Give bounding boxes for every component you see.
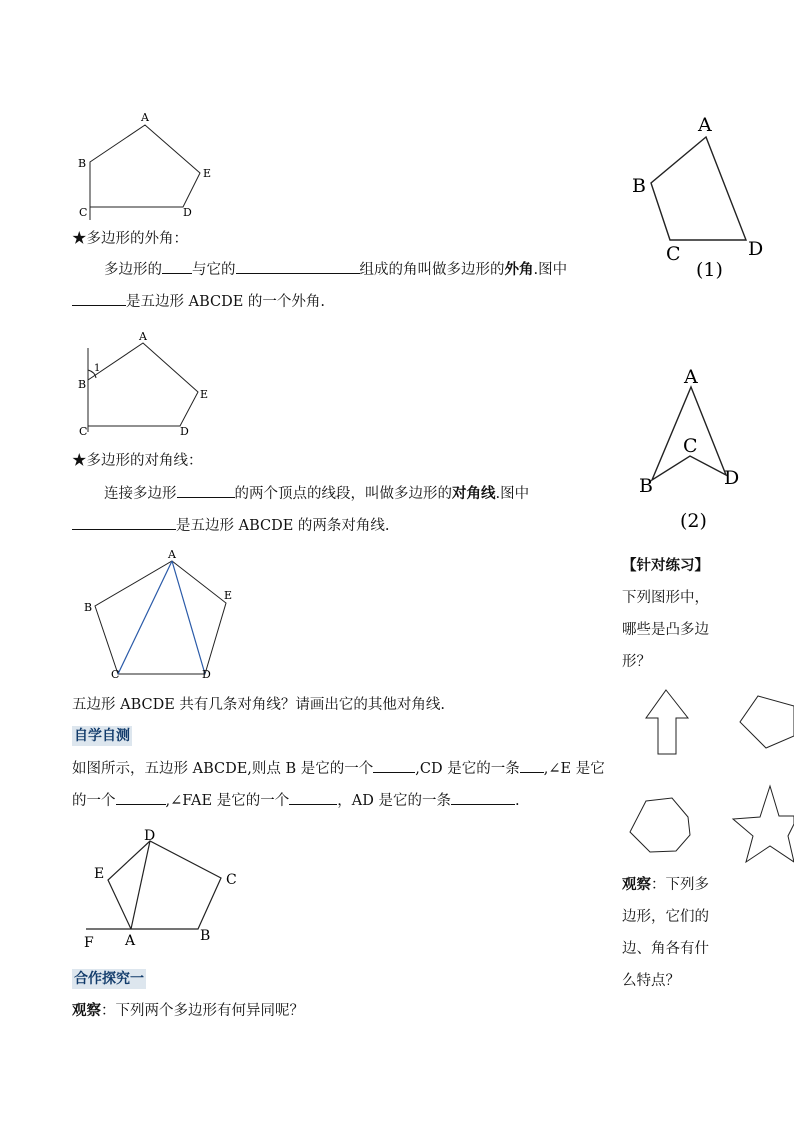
vertex-label-d: D — [183, 206, 192, 219]
pentagon-figure-4 — [78, 823, 258, 953]
vertex-label-c: C — [226, 872, 237, 888]
fill-blank[interactable] — [373, 758, 415, 773]
vertex-label-e: E — [200, 388, 209, 401]
vertex-label-a: A — [125, 933, 136, 949]
star-shape — [730, 784, 794, 866]
side-observation-line-1 — [622, 875, 709, 895]
vertex-label-d: D — [180, 425, 189, 438]
text-segment: 的一个 — [72, 793, 116, 809]
text-segment: 是五边形 ABCDE 的一个外角. — [126, 294, 326, 310]
diagonal-paragraph-line-2 — [72, 515, 390, 536]
diagonal-paragraph-line-1 — [104, 483, 529, 504]
fill-blank[interactable] — [451, 790, 515, 805]
vertex-label-e: E — [94, 866, 105, 882]
vertex-label-a: A — [684, 366, 698, 388]
vertex-label-b: B — [639, 475, 653, 497]
vertex-label-a: A — [698, 114, 712, 136]
vertex-label-a: A — [168, 548, 176, 561]
irregular-pentagon-shape — [736, 692, 794, 752]
coop-observation — [72, 1001, 304, 1021]
vertex-label-f: F — [84, 935, 94, 951]
self-test-tag: 自学自测 — [74, 728, 130, 744]
text-segment: 是五边形 ABCDE 的两条对角线. — [176, 518, 390, 534]
quadrilateral-figure-2 — [630, 360, 760, 535]
vertex-label-a: A — [141, 111, 149, 124]
self-test-line-1 — [72, 758, 605, 779]
diagonal-count-question: 五边形 ABCDE 共有几条对角线？请画出它的其他对角线. — [72, 697, 446, 713]
text-segment: 与它的 — [192, 262, 236, 278]
side-observation-line-4: 么特点？ — [622, 973, 680, 989]
practice-line-1: 下列图形中， — [622, 590, 709, 606]
vertex-label-d: D — [724, 467, 740, 489]
text-segment: ：下列两个多边形有何异同呢？ — [101, 1003, 304, 1019]
pentagon-figure-2 — [70, 330, 230, 445]
arrow-shape — [644, 688, 692, 758]
text-segment: ：下列多 — [651, 877, 709, 893]
vertex-label-b: B — [78, 378, 87, 391]
practice-title: 【针对练习】 — [622, 557, 709, 574]
text-segment: 的两个顶点的线段，叫做多边形的 — [234, 486, 452, 502]
vertex-label-d: D — [202, 668, 211, 681]
heptagon-shape — [626, 795, 696, 857]
text-segment: .图中 — [495, 486, 530, 502]
coop-inquiry-tag: 合作探究一 — [74, 971, 144, 987]
text-segment: 如图所示，五边形 ABCDE,则点 B 是它的一个 — [72, 761, 374, 777]
vertex-label-b: B — [78, 157, 87, 170]
vertex-label-d: D — [144, 828, 156, 844]
vertex-label-a: A — [139, 330, 147, 343]
vertex-label-c: C — [683, 435, 698, 457]
term-exterior-angle: 外角 — [504, 261, 534, 278]
fill-blank[interactable] — [289, 790, 337, 805]
figure-caption-1: (1) — [696, 259, 723, 281]
pentagon-figure-3 — [78, 545, 248, 685]
vertex-label-c: C — [666, 243, 681, 265]
text-segment: ,CD 是它的一条 — [415, 761, 520, 777]
exterior-angle-paragraph-line-1 — [104, 259, 567, 280]
text-segment: ,∠FAE 是它的一个 — [165, 793, 290, 809]
figure-caption-2: (2) — [680, 510, 707, 532]
vertex-label-c: C — [79, 425, 88, 438]
vertex-label-b: B — [84, 601, 93, 614]
fill-blank[interactable] — [72, 515, 176, 530]
vertex-label-e: E — [203, 167, 212, 180]
observation-label: 观察 — [622, 876, 651, 893]
fill-blank[interactable] — [236, 259, 360, 274]
text-segment: . — [514, 793, 520, 809]
practice-line-2: 哪些是凸多边 — [622, 622, 709, 638]
vertex-label-c: C — [79, 206, 88, 219]
side-observation-line-2: 边形，它们的 — [622, 909, 709, 925]
fill-blank[interactable] — [162, 259, 192, 274]
vertex-label-e: E — [224, 589, 233, 602]
fill-blank[interactable] — [72, 291, 126, 306]
observation-label: 观察 — [72, 1002, 101, 1019]
side-observation-line-3: 边、角各有什 — [622, 941, 709, 957]
text-segment: 组成的角叫做多边形的 — [359, 262, 505, 278]
pentagon-figure-1 — [70, 105, 230, 225]
vertex-label-b: B — [200, 928, 211, 944]
angle-label-1: 1 — [94, 363, 101, 374]
term-diagonal: 对角线 — [452, 485, 496, 502]
practice-line-3: 形？ — [622, 654, 651, 670]
exterior-angle-paragraph-line-2 — [72, 291, 325, 312]
quadrilateral-figure-1 — [628, 110, 768, 285]
fill-blank[interactable] — [116, 790, 166, 805]
fill-blank[interactable] — [520, 758, 544, 773]
text-segment: 连接多边形 — [104, 486, 177, 502]
vertex-label-c: C — [111, 668, 120, 681]
text-segment: 多边形的 — [104, 262, 162, 278]
vertex-label-d: D — [748, 238, 764, 260]
diagonal-heading: ★多边形的对角线： — [72, 453, 203, 469]
fill-blank[interactable] — [177, 483, 235, 498]
exterior-angle-heading: ★多边形的外角： — [72, 231, 188, 247]
text-segment: ，AD 是它的一条 — [337, 793, 451, 809]
vertex-label-b: B — [632, 175, 646, 197]
text-segment: .图中 — [533, 262, 568, 278]
self-test-line-2 — [72, 790, 520, 811]
text-segment: ,∠E 是它 — [543, 761, 605, 777]
